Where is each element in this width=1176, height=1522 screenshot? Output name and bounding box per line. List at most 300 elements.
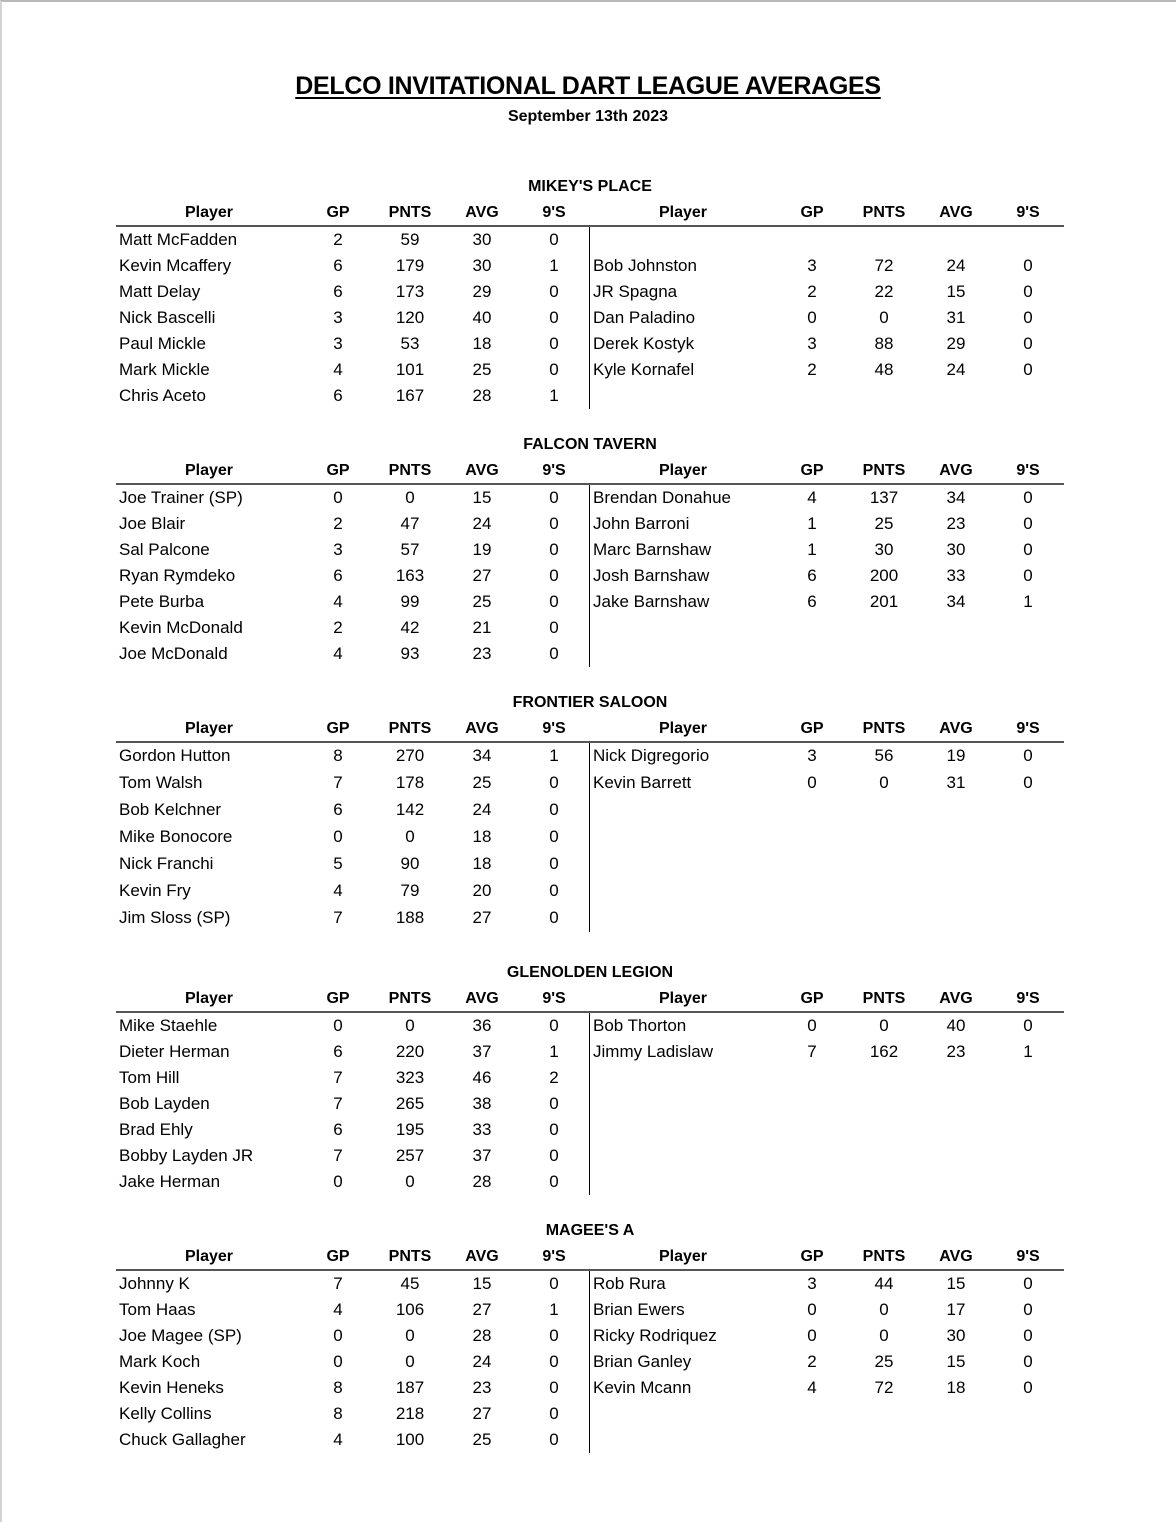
player-row [116,1169,1064,1195]
player-name: Sal Palcone [119,540,210,559]
stat-avg: 18 [472,334,492,353]
stat-nines: 0 [549,854,559,873]
column-header: Player [184,204,234,221]
stat-pnts: 167 [395,386,425,405]
player-row [116,331,1064,357]
player-name: Gordon Hutton [119,746,231,765]
stat-pnts: 257 [395,1146,425,1165]
player-name: JR Spagna [593,282,678,301]
stat-pnts: 218 [395,1404,425,1423]
stat-avg: 24 [472,514,492,533]
stat-pnts: 0 [405,827,415,846]
stat-pnts: 45 [400,1274,420,1293]
stat-avg: 24 [946,360,966,379]
stat-pnts: 0 [405,1352,415,1371]
player-name: Ricky Rodriquez [593,1326,717,1345]
column-header: Player [184,990,234,1007]
player-name: Brendan Donahue [593,488,732,507]
player-name: Kevin Heneks [119,1378,224,1397]
stat-nines: 0 [549,1016,559,1035]
stat-nines: 0 [549,514,559,533]
stat-gp: 4 [807,1378,817,1397]
player-name: Dieter Herman [119,1042,230,1061]
player-name: Marc Barnshaw [593,540,712,559]
player-name: Kevin Barrett [593,773,692,792]
stat-pnts: 22 [874,282,894,301]
stat-nines: 0 [549,1146,559,1165]
column-header: Player [184,720,234,737]
column-header: GP [800,1248,824,1265]
stat-avg: 38 [472,1094,492,1113]
stat-pnts: 195 [395,1120,425,1139]
stat-pnts: 220 [395,1042,425,1061]
player-row [116,563,1064,589]
player-name: Nick Bascelli [119,308,216,327]
stat-avg: 37 [472,1146,492,1165]
stat-avg: 31 [946,773,966,792]
player-row [116,905,1064,931]
stat-gp: 3 [807,1274,817,1293]
player-row [116,1349,1064,1375]
stat-gp: 0 [807,308,817,327]
stat-nines: 0 [1023,282,1033,301]
column-header: 9'S [542,1248,566,1265]
player-name: John Barroni [593,514,690,533]
stat-gp: 4 [333,1300,343,1319]
stat-nines: 0 [1023,540,1033,559]
stat-gp: 8 [333,1404,343,1423]
column-header: Player [184,1248,234,1265]
stat-gp: 6 [333,566,343,585]
column-header: AVG [939,990,973,1007]
stat-avg: 24 [946,256,966,275]
player-row [116,641,1064,667]
stat-pnts: 0 [405,1016,415,1035]
player-row [116,279,1064,305]
stat-pnts: 179 [395,256,425,275]
stat-gp: 0 [333,1172,343,1191]
stat-nines: 0 [1023,256,1033,275]
stat-gp: 4 [333,360,343,379]
stat-pnts: 88 [874,334,894,353]
player-row [116,1323,1064,1349]
stat-nines: 1 [549,256,559,275]
player-name: Joe Trainer (SP) [119,488,243,507]
stat-nines: 0 [1023,1300,1033,1319]
team-section [116,176,1064,456]
column-header: PNTS [862,720,906,737]
column-header: PNTS [388,204,432,221]
stat-avg: 25 [472,773,492,792]
column-header: AVG [465,1248,499,1265]
player-row [116,357,1064,383]
stat-nines: 0 [549,540,559,559]
player-name: Jim Sloss (SP) [119,908,231,927]
stat-pnts: 57 [400,540,420,559]
player-name: Tom Walsh [119,773,203,792]
stat-pnts: 106 [395,1300,425,1319]
stat-nines: 0 [549,488,559,507]
stat-pnts: 323 [395,1068,425,1087]
team-section [116,1220,1064,1500]
stat-gp: 3 [807,334,817,353]
stat-avg: 15 [946,1352,966,1371]
stat-pnts: 47 [400,514,420,533]
player-row [116,770,1064,796]
player-name: Tom Haas [119,1300,196,1319]
stat-nines: 0 [1023,334,1033,353]
stat-avg: 15 [472,1274,492,1293]
stat-gp: 7 [807,1042,817,1061]
stat-gp: 3 [807,746,817,765]
player-name: Jake Herman [119,1172,221,1191]
title-text: DELCO INVITATIONAL DART LEAGUE AVERAGES [295,72,881,100]
stat-nines: 0 [549,566,559,585]
stat-avg: 28 [472,1326,492,1345]
stat-avg: 27 [472,1300,492,1319]
column-header: 9'S [1016,204,1040,221]
player-row [116,485,1064,511]
player-name: Bob Kelchner [119,800,222,819]
column-header: GP [800,204,824,221]
stat-nines: 1 [549,386,559,405]
stat-pnts: 163 [395,566,425,585]
player-name: Kyle Kornafel [593,360,695,379]
player-name: Mark Koch [119,1352,201,1371]
player-row [116,1297,1064,1323]
stat-pnts: 53 [400,334,420,353]
player-name: Ryan Rymdeko [119,566,236,585]
stat-pnts: 90 [400,854,420,873]
stat-nines: 0 [549,800,559,819]
player-row [116,1091,1064,1117]
stat-gp: 8 [333,1378,343,1397]
player-name: Matt McFadden [119,230,238,249]
player-name: Bobby Layden JR [119,1146,254,1165]
team-name: FRONTIER SALOON [512,694,668,711]
stat-gp: 0 [807,1326,817,1345]
stat-pnts: 59 [400,230,420,249]
stat-nines: 0 [1023,773,1033,792]
stat-gp: 4 [333,1430,343,1449]
player-row [116,1271,1064,1297]
player-name: Kevin Fry [119,881,191,900]
stat-nines: 1 [549,1300,559,1319]
stat-avg: 25 [472,592,492,611]
stat-pnts: 25 [874,514,894,533]
stat-avg: 36 [472,1016,492,1035]
column-header: PNTS [388,990,432,1007]
column-header: PNTS [862,990,906,1007]
stat-avg: 15 [946,1274,966,1293]
stat-pnts: 173 [395,282,425,301]
stat-gp: 0 [807,1300,817,1319]
stat-avg: 19 [472,540,492,559]
stat-avg: 23 [946,1042,966,1061]
player-name: Chuck Gallagher [119,1430,246,1449]
stat-gp: 4 [807,488,817,507]
player-name: Kevin Mcaffery [119,256,232,275]
stat-pnts: 201 [869,592,899,611]
stat-gp: 0 [807,1016,817,1035]
stat-gp: 3 [807,256,817,275]
stat-nines: 0 [1023,308,1033,327]
stat-nines: 0 [1023,566,1033,585]
stat-nines: 0 [549,230,559,249]
team-name: MAGEE'S A [545,1222,635,1239]
column-header: PNTS [388,1248,432,1265]
stat-nines: 0 [549,618,559,637]
player-name: Nick Franchi [119,854,214,873]
player-name: Jimmy Ladislaw [593,1042,713,1061]
column-header: Player [658,462,708,479]
player-name: Dan Paladino [593,308,696,327]
stat-pnts: 0 [879,308,889,327]
column-header: GP [800,462,824,479]
stat-pnts: 200 [869,566,899,585]
column-header: 9'S [542,204,566,221]
stat-gp: 6 [333,1120,343,1139]
player-row [116,824,1064,850]
player-name: Josh Barnshaw [593,566,710,585]
stat-nines: 0 [549,1274,559,1293]
stat-pnts: 30 [874,540,894,559]
player-row [116,1065,1064,1091]
stat-avg: 25 [472,360,492,379]
stat-nines: 0 [549,1378,559,1397]
team-section [116,962,1064,1242]
stat-gp: 5 [333,854,343,873]
stat-pnts: 0 [879,1326,889,1345]
stat-nines: 0 [549,1120,559,1139]
player-row [116,383,1064,409]
stat-nines: 0 [1023,1326,1033,1345]
table-header-row [116,201,1064,227]
player-row [116,1013,1064,1039]
stat-avg: 24 [472,1352,492,1371]
player-name: Kelly Collins [119,1404,212,1423]
player-row [116,253,1064,279]
team-name: FALCON TAVERN [523,436,657,453]
stat-nines: 2 [549,1068,559,1087]
stat-nines: 0 [1023,360,1033,379]
stat-nines: 0 [549,908,559,927]
column-header: 9'S [542,720,566,737]
player-name: Derek Kostyk [593,334,695,353]
player-name: Johnny K [119,1274,190,1293]
column-header: GP [326,720,350,737]
stat-gp: 2 [807,1352,817,1371]
stat-gp: 4 [333,881,343,900]
stat-gp: 1 [807,514,817,533]
stat-nines: 0 [549,1094,559,1113]
team-name: MIKEY'S PLACE [528,178,652,195]
player-row [116,851,1064,877]
column-header: AVG [465,204,499,221]
stat-avg: 29 [472,282,492,301]
stat-gp: 2 [333,230,343,249]
stat-gp: 0 [333,488,343,507]
stat-pnts: 0 [405,1326,415,1345]
column-header: PNTS [862,1248,906,1265]
stat-avg: 19 [946,746,966,765]
stat-nines: 0 [1023,488,1033,507]
stat-pnts: 56 [874,746,894,765]
stat-pnts: 142 [395,800,425,819]
stat-pnts: 72 [874,256,894,275]
stat-avg: 24 [472,800,492,819]
stat-avg: 25 [472,1430,492,1449]
player-name: Brian Ganley [593,1352,692,1371]
player-name: Brian Ewers [593,1300,685,1319]
player-name: Matt Delay [119,282,201,301]
column-header: AVG [465,720,499,737]
player-row [116,1117,1064,1143]
stat-nines: 0 [549,1404,559,1423]
player-name: Paul Mickle [119,334,206,353]
stat-pnts: 0 [405,488,415,507]
stat-avg: 23 [472,644,492,663]
table-header-row [116,987,1064,1013]
player-row [116,227,1064,253]
stat-gp: 6 [333,800,343,819]
stat-nines: 0 [1023,514,1033,533]
stat-gp: 6 [807,566,817,585]
stat-gp: 1 [807,540,817,559]
stat-nines: 0 [549,881,559,900]
stat-avg: 37 [472,1042,492,1061]
stat-gp: 8 [333,746,343,765]
column-header: Player [658,1248,708,1265]
column-header: AVG [939,462,973,479]
stat-nines: 0 [1023,746,1033,765]
stat-gp: 0 [333,1326,343,1345]
stat-avg: 33 [946,566,966,585]
stat-pnts: 93 [400,644,420,663]
stat-nines: 0 [549,1326,559,1345]
player-name: Mike Staehle [119,1016,218,1035]
stat-pnts: 0 [879,1300,889,1319]
stat-pnts: 0 [879,1016,889,1035]
stat-gp: 0 [807,773,817,792]
stat-pnts: 100 [395,1430,425,1449]
player-name: Joe Magee (SP) [119,1326,242,1345]
player-row [116,1039,1064,1065]
player-name: Kevin McDonald [119,618,243,637]
stat-avg: 34 [946,488,966,507]
player-row [116,743,1064,769]
stat-avg: 30 [946,540,966,559]
stat-nines: 0 [1023,1274,1033,1293]
column-header: AVG [465,462,499,479]
column-header: 9'S [542,990,566,1007]
stat-nines: 0 [1023,1378,1033,1397]
stat-pnts: 265 [395,1094,425,1113]
column-header: GP [326,1248,350,1265]
stat-nines: 0 [549,334,559,353]
column-header: Player [658,204,708,221]
stat-avg: 20 [472,881,492,900]
column-header: PNTS [388,462,432,479]
stat-gp: 0 [333,827,343,846]
stat-pnts: 178 [395,773,425,792]
stat-avg: 18 [472,827,492,846]
column-header: AVG [939,1248,973,1265]
stat-nines: 1 [549,1042,559,1061]
stat-nines: 0 [549,1352,559,1371]
stat-avg: 18 [946,1378,966,1397]
column-header: AVG [465,990,499,1007]
stat-avg: 29 [946,334,966,353]
column-header: AVG [939,720,973,737]
player-row [116,1143,1064,1169]
column-header: 9'S [542,462,566,479]
stat-nines: 1 [549,746,559,765]
table-header-row [116,459,1064,485]
stat-avg: 27 [472,908,492,927]
stat-pnts: 187 [395,1378,425,1397]
stat-nines: 0 [1023,1352,1033,1371]
stat-avg: 31 [946,308,966,327]
stat-pnts: 120 [395,308,425,327]
column-header: 9'S [1016,720,1040,737]
stat-gp: 2 [333,514,343,533]
stat-nines: 0 [549,773,559,792]
stat-pnts: 188 [395,908,425,927]
stat-nines: 1 [1023,592,1033,611]
stat-gp: 4 [333,592,343,611]
stat-avg: 28 [472,386,492,405]
stat-gp: 0 [333,1352,343,1371]
table-header-row [116,1245,1064,1271]
stat-gp: 6 [333,256,343,275]
stat-gp: 7 [333,1068,343,1087]
stat-gp: 7 [333,1146,343,1165]
stat-nines: 0 [549,592,559,611]
stat-gp: 6 [807,592,817,611]
player-name: Bob Thorton [593,1016,687,1035]
stat-pnts: 79 [400,881,420,900]
stat-avg: 34 [472,746,492,765]
player-row [116,615,1064,641]
column-header: 9'S [1016,990,1040,1007]
stat-avg: 27 [472,1404,492,1423]
stat-gp: 2 [807,282,817,301]
player-row [116,878,1064,904]
player-name: Nick Digregorio [593,746,710,765]
stat-avg: 18 [472,854,492,873]
stat-pnts: 270 [395,746,425,765]
stat-avg: 15 [472,488,492,507]
player-name: Bob Layden [119,1094,210,1113]
player-row [116,537,1064,563]
stat-avg: 23 [472,1378,492,1397]
stat-nines: 0 [549,827,559,846]
player-name: Joe Blair [119,514,186,533]
stat-nines: 1 [1023,1042,1033,1061]
column-header: GP [800,990,824,1007]
stat-gp: 3 [333,334,343,353]
player-name: Mark Mickle [119,360,210,379]
player-name: Rob Rura [593,1274,666,1293]
column-header: GP [326,204,350,221]
stat-gp: 6 [333,386,343,405]
stat-gp: 7 [333,1274,343,1293]
stat-avg: 17 [946,1300,966,1319]
column-header: GP [326,462,350,479]
column-header: PNTS [862,462,906,479]
player-name: Tom Hill [119,1068,180,1087]
